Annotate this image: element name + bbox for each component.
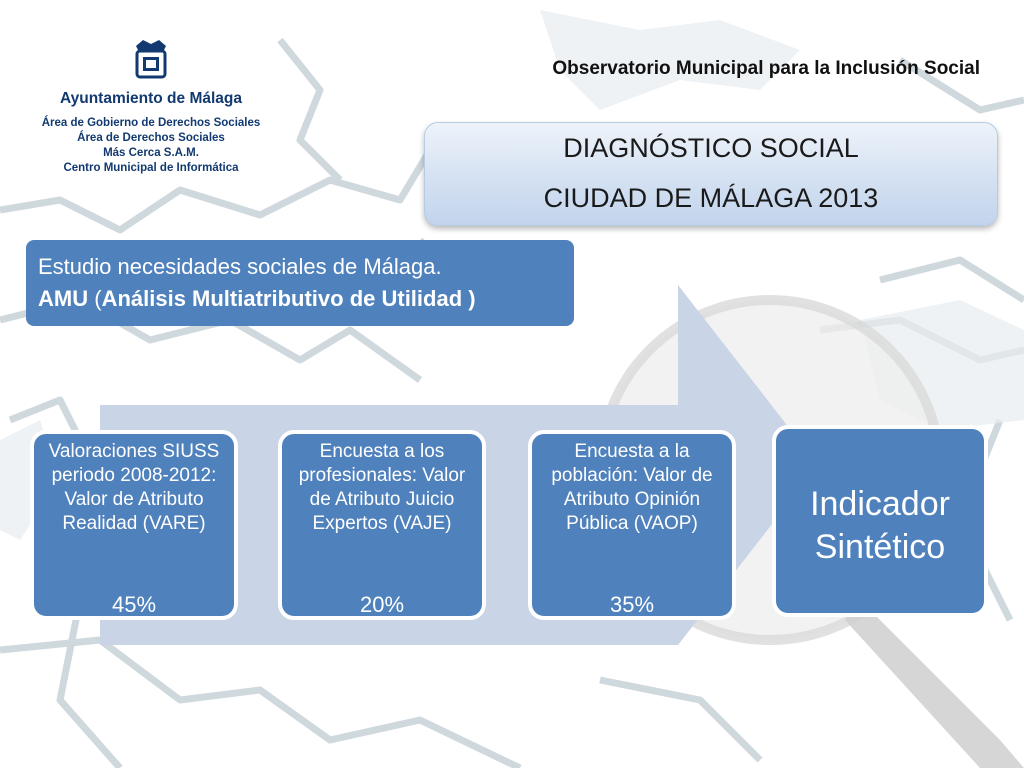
card-percent: 20%	[359, 592, 405, 617]
card-text: Encuesta a la población: Valor de Atributo Opinión Pública (VAOP)	[551, 441, 713, 534]
indicador-sintetico-box	[772, 425, 988, 617]
diagnostico-line-1: DIAGNÓSTICO SOCIAL	[563, 133, 859, 163]
card-text: Encuesta a los profesionales: Valor de Atributo Juicio Expertos (VAJE)	[298, 441, 466, 534]
logo-title: Ayuntamiento de Málaga	[59, 90, 242, 107]
diagnostico-line-2: CIUDAD DE MÁLAGA 2013	[543, 183, 879, 213]
header-title: Observatorio Municipal para la Inclusión Social	[552, 58, 980, 79]
logo-line: Más Cerca S.A.M.	[103, 147, 199, 159]
estudio-paren: (	[88, 286, 102, 311]
estudio-amu: AMU	[38, 286, 89, 311]
estudio-line-1: Estudio necesidades sociales de Málaga.	[38, 254, 442, 279]
card-vaje	[278, 430, 486, 620]
estudio-box	[26, 240, 574, 326]
card-text: Valoraciones SIUSS periodo 2008-2012: Valor de Atributo Realidad (VARE)	[48, 441, 220, 534]
card-vare	[30, 430, 238, 620]
card-percent: 35%	[609, 592, 655, 617]
logo-line: Área de Derechos Sociales	[77, 132, 225, 144]
card-percent: 45%	[111, 592, 157, 617]
estudio-amu-desc: Análisis Multiatributivo de Utilidad )	[101, 286, 476, 311]
card-vaop	[528, 430, 736, 620]
logo-line: Área de Gobierno de Derechos Sociales	[41, 117, 261, 129]
indicador-text	[776, 483, 984, 569]
logo-line: Centro Municipal de Informática	[63, 162, 239, 174]
estudio-line-2	[38, 286, 476, 312]
indicador-line-2: Sintético	[814, 528, 946, 566]
indicador-line-1: Indicador	[810, 485, 950, 523]
